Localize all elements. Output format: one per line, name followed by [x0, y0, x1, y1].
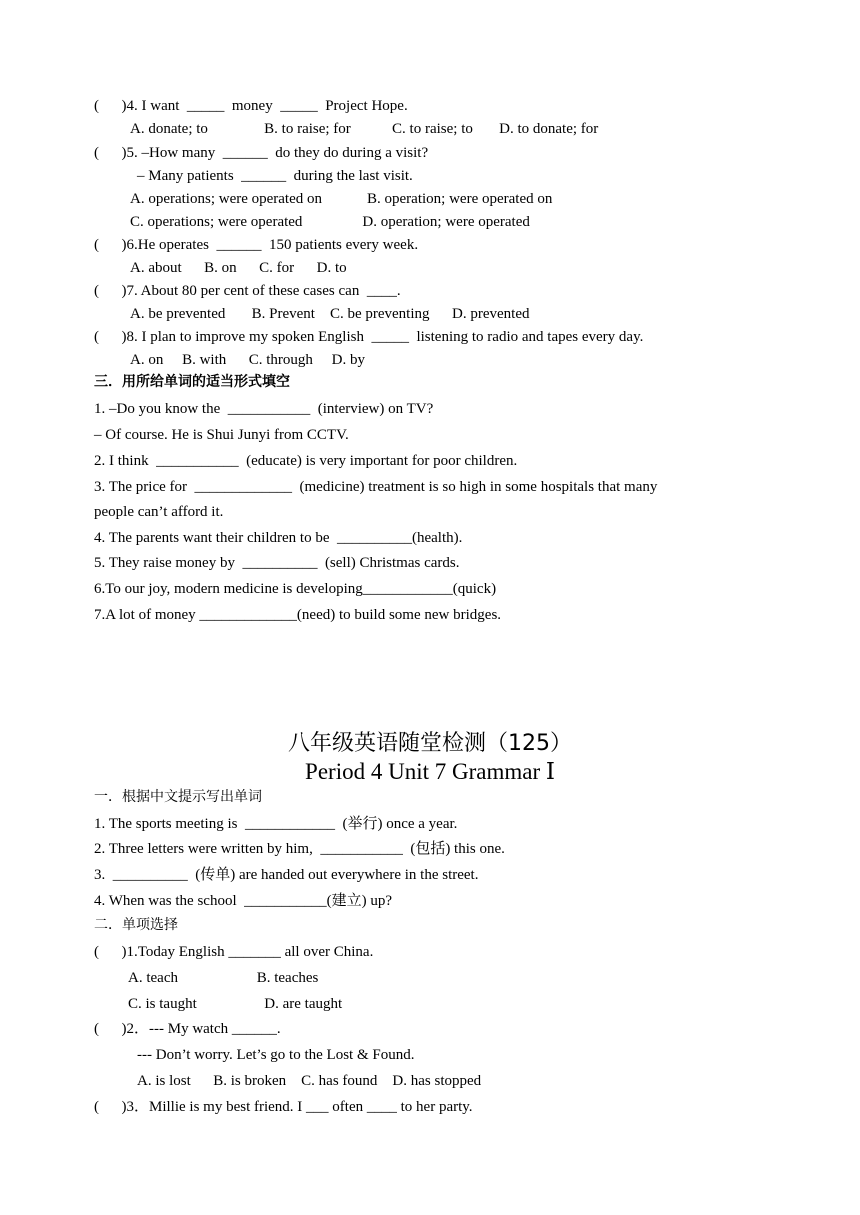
- fill-2: 2. I think ___________ (educate) is very important for poor children.: [94, 453, 518, 469]
- mc-2-reply: --- Don’t worry. Let’s go to the Lost & Found.: [137, 1047, 415, 1063]
- question-7-options: A. be prevented B. Prevent C. be preventing D. prevented: [130, 306, 530, 322]
- section-3-heading: 三．用所给单词的适当形式填空: [94, 374, 290, 390]
- question-8-stem: ( )8. I plan to improve my spoken English _____ listening to radio and tapes every day.: [94, 329, 644, 345]
- fill-6: 6.To our joy, modern medicine is developing____________(quick): [94, 581, 497, 597]
- word-2: 2. Three letters were written by him, ___________ (包括) this one.: [94, 841, 505, 857]
- mc-2-stem: ( )2．--- My watch ______.: [94, 1021, 281, 1037]
- question-6-stem: ( )6.He operates ______ 150 patients every week.: [94, 237, 419, 253]
- fill-4: 4. The parents want their children to be __________(health).: [94, 530, 463, 546]
- mc-1-stem: ( )1.Today English _______ all over China.: [94, 944, 374, 960]
- section-2-heading: 二．单项选择: [94, 917, 178, 933]
- question-5-options-row1: A. operations; were operated on B. operation; were operated on: [130, 191, 553, 207]
- mc-3-stem: ( )3．Millie is my best friend. I ___ often ____ to her party.: [94, 1099, 473, 1115]
- fill-1-question: 1. –Do you know the ___________ (interview) on TV?: [94, 401, 434, 417]
- fill-3-line1: 3. The price for _____________ (medicine) treatment is so high in some hospitals that many: [94, 479, 658, 495]
- question-5-reply: – Many patients ______ during the last visit.: [137, 168, 413, 184]
- question-7-stem: ( )7. About 80 per cent of these cases can ____.: [94, 283, 401, 299]
- question-4-options: A. donate; to B. to raise; for C. to raise; to D. to donate; for: [130, 121, 599, 137]
- question-8-options: A. on B. with C. through D. by: [130, 352, 366, 368]
- fill-5: 5. They raise money by __________ (sell) Christmas cards.: [94, 555, 460, 571]
- question-4-stem: ( )4. I want _____ money _____ Project Hope.: [94, 98, 408, 114]
- question-6-options: A. about B. on C. for D. to: [130, 260, 347, 276]
- section-1-heading: 一．根据中文提示写出单词: [94, 789, 262, 805]
- question-5-options-row2: C. operations; were operated D. operation; were operated: [130, 214, 530, 230]
- word-1: 1. The sports meeting is ____________ (举行) once a year.: [94, 816, 458, 832]
- mc-2-options: A. is lost B. is broken C. has found D. has stopped: [137, 1073, 482, 1089]
- word-4: 4. When was the school ___________(建立) up?: [94, 893, 393, 909]
- word-3: 3. __________ (传单) are handed out everywhere in the street.: [94, 867, 479, 883]
- test-title: 八年级英语随堂检测（125）: [288, 731, 572, 756]
- fill-3-line2: people can’t afford it.: [94, 504, 224, 520]
- question-5-stem: ( )5. –How many ______ do they do during a visit?: [94, 145, 429, 161]
- mc-1-options-row2: C. is taught D. are taught: [128, 996, 343, 1012]
- mc-1-options-row1: A. teach B. teaches: [128, 970, 319, 986]
- fill-7: 7.A lot of money _____________(need) to build some new bridges.: [94, 607, 502, 623]
- test-subtitle: Period 4 Unit 7 Grammar Ⅰ: [305, 759, 555, 784]
- fill-1-answer: – Of course. He is Shui Junyi from CCTV.: [94, 427, 349, 443]
